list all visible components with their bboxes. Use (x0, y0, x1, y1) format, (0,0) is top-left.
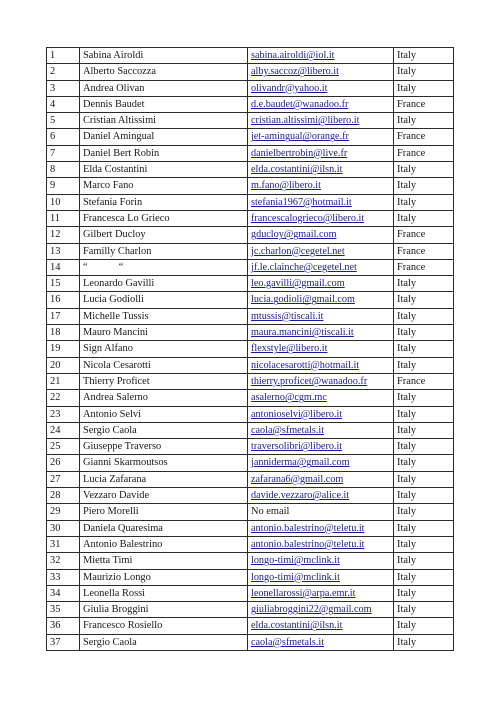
contact-name-cell: Cristian Altissimi (80, 113, 248, 129)
email-link[interactable]: leonellarossi@arpa.emr.it (251, 587, 356, 599)
table-row (47, 96, 454, 112)
table-row (47, 618, 454, 634)
table-row (47, 145, 454, 161)
row-number-cell: 23 (47, 406, 80, 422)
table-row (47, 422, 454, 438)
table-row (47, 113, 454, 129)
email-link[interactable]: elda.costantini@ilsn.it (251, 164, 343, 176)
email-link[interactable]: jc.charlon@cegetel.net (251, 245, 345, 257)
email-link[interactable]: caola@sfmetals.it (251, 424, 325, 436)
contact-name-cell: Antonio Selvi (80, 406, 248, 422)
email-link[interactable]: thierry.proficet@wanadoo.fr (251, 375, 368, 387)
contacts-table-body (47, 48, 454, 651)
table-row (47, 259, 454, 275)
email-cell (248, 439, 394, 455)
country-cell: France (394, 96, 454, 112)
row-number-cell: 11 (47, 210, 80, 226)
email-link[interactable]: antonioselvi@libero.it (251, 408, 343, 420)
row-number-cell: 2 (47, 64, 80, 80)
row-number-cell: 18 (47, 325, 80, 341)
contact-name-cell: Thierry Proficet (80, 373, 248, 389)
country-cell: France (394, 227, 454, 243)
email-link[interactable]: asalerno@cgm.mc (251, 392, 327, 404)
contact-name-cell: Gilbert Ducloy (80, 227, 248, 243)
table-row (47, 455, 454, 471)
email-cell (248, 194, 394, 210)
email-link[interactable]: zafarana6@gmail.com (251, 473, 344, 485)
country-cell: France (394, 259, 454, 275)
email-cell (248, 292, 394, 308)
country-cell: Italy (394, 292, 454, 308)
contact-name-cell: Leonardo Gavilli (80, 276, 248, 292)
contact-name-cell: Daniel Amingual (80, 129, 248, 145)
table-row (47, 325, 454, 341)
contacts-table (46, 47, 454, 651)
country-cell: Italy (394, 439, 454, 455)
country-cell: Italy (394, 308, 454, 324)
row-number-cell: 26 (47, 455, 80, 471)
row-number-cell: 14 (47, 259, 80, 275)
email-cell (248, 634, 394, 650)
contact-name-cell: Marco Fano (80, 178, 248, 194)
email-cell (248, 210, 394, 226)
email-cell (248, 553, 394, 569)
contact-name-cell: Mietta Timi (80, 553, 248, 569)
row-number-cell: 28 (47, 488, 80, 504)
row-number-cell: 17 (47, 308, 80, 324)
row-number-cell: 30 (47, 520, 80, 536)
contact-name-cell: Sergio Caola (80, 422, 248, 438)
email-link[interactable]: lucia.godioli@gmail.com (251, 294, 355, 306)
table-row (47, 357, 454, 373)
email-link[interactable]: flexstyle@libero.it (251, 343, 328, 355)
country-cell: Italy (394, 276, 454, 292)
email-cell (248, 64, 394, 80)
country-cell: Italy (394, 520, 454, 536)
table-row (47, 48, 454, 64)
table-row (47, 373, 454, 389)
table-row (47, 308, 454, 324)
email-link[interactable]: traversolibri@libero.it (251, 441, 343, 453)
email-cell (248, 488, 394, 504)
table-row (47, 292, 454, 308)
email-text: No email (251, 506, 290, 518)
table-row (47, 129, 454, 145)
row-number-cell: 12 (47, 227, 80, 243)
table-row (47, 536, 454, 552)
contact-name-cell: Alberto Saccozza (80, 64, 248, 80)
contact-name-cell: Giulia Broggini (80, 602, 248, 618)
row-number-cell: 34 (47, 585, 80, 601)
document-page (46, 47, 453, 651)
email-cell (248, 145, 394, 161)
row-number-cell: 33 (47, 569, 80, 585)
email-cell (248, 455, 394, 471)
table-row (47, 178, 454, 194)
table-row (47, 390, 454, 406)
row-number-cell: 20 (47, 357, 80, 373)
table-row (47, 210, 454, 226)
row-number-cell: 9 (47, 178, 80, 194)
email-cell (248, 178, 394, 194)
country-cell: Italy (394, 48, 454, 64)
country-cell: Italy (394, 569, 454, 585)
row-number-cell: 29 (47, 504, 80, 520)
email-cell (248, 259, 394, 275)
email-link[interactable]: mtussis@tiscali.it (251, 310, 324, 322)
country-cell: Italy (394, 422, 454, 438)
email-link[interactable]: alby.saccoz@libero.it (251, 66, 339, 78)
email-cell (248, 536, 394, 552)
contact-name-cell: Elda Costantini (80, 162, 248, 178)
table-row (47, 569, 454, 585)
contact-name-cell: Vezzaro Davide (80, 488, 248, 504)
email-cell (248, 162, 394, 178)
contact-name-cell: Michelle Tussis (80, 308, 248, 324)
table-row (47, 64, 454, 80)
country-cell: Italy (394, 210, 454, 226)
country-cell: Italy (394, 553, 454, 569)
table-row (47, 194, 454, 210)
contact-name-cell: Francesca Lo Grieco (80, 210, 248, 226)
contact-name-cell: Daniela Quaresima (80, 520, 248, 536)
country-cell: Italy (394, 634, 454, 650)
email-cell (248, 504, 394, 520)
country-cell: Italy (394, 162, 454, 178)
contact-name-cell: Piero Morelli (80, 504, 248, 520)
email-cell (248, 390, 394, 406)
table-row (47, 553, 454, 569)
contact-name-cell: Sergio Caola (80, 634, 248, 650)
table-row (47, 276, 454, 292)
row-number-cell: 15 (47, 276, 80, 292)
email-cell (248, 618, 394, 634)
table-row (47, 406, 454, 422)
contact-name-cell: Nicola Cesarotti (80, 357, 248, 373)
email-link[interactable]: jf.le.clainche@cegetel.net (251, 261, 357, 273)
table-row (47, 439, 454, 455)
row-number-cell: 24 (47, 422, 80, 438)
email-link[interactable]: antonio.balestrino@teletu.it (251, 538, 365, 550)
email-link[interactable]: elda.costantini@ilsn.it (251, 620, 343, 632)
email-cell (248, 422, 394, 438)
table-row (47, 602, 454, 618)
contact-name-cell: Dennis Baudet (80, 96, 248, 112)
country-cell: France (394, 243, 454, 259)
email-cell (248, 276, 394, 292)
email-cell (248, 357, 394, 373)
table-row (47, 80, 454, 96)
email-cell (248, 96, 394, 112)
country-cell: France (394, 145, 454, 161)
contact-name-cell: Sabina Airoldi (80, 48, 248, 64)
email-link[interactable]: nicolacesarotti@hotmail.it (251, 359, 360, 371)
email-cell (248, 471, 394, 487)
country-cell: Italy (394, 536, 454, 552)
contact-name-cell: “ “ (80, 259, 248, 275)
email-cell (248, 325, 394, 341)
country-cell: Italy (394, 618, 454, 634)
table-row (47, 520, 454, 536)
table-row (47, 585, 454, 601)
row-number-cell: 31 (47, 536, 80, 552)
email-link[interactable]: stefania1967@hotmail.it (251, 196, 352, 208)
contact-name-cell: Andrea Salerno (80, 390, 248, 406)
email-cell (248, 406, 394, 422)
email-link[interactable]: maura.mancini@tiscali.it (251, 327, 354, 339)
country-cell: Italy (394, 357, 454, 373)
contact-name-cell: Andrea Olivan (80, 80, 248, 96)
email-cell (248, 585, 394, 601)
table-row (47, 471, 454, 487)
table-row (47, 504, 454, 520)
email-link[interactable]: d.e.baudet@wanadoo.fr (251, 98, 349, 110)
country-cell: Italy (394, 406, 454, 422)
email-link[interactable]: antonio.balestrino@teletu.it (251, 522, 365, 534)
row-number-cell: 32 (47, 553, 80, 569)
contact-name-cell: Sign Alfano (80, 341, 248, 357)
email-cell (248, 48, 394, 64)
contact-name-cell: Lucia Godiolli (80, 292, 248, 308)
email-link[interactable]: longo-timi@mclink.it (251, 571, 340, 583)
email-link[interactable]: caola@sfmetals.it (251, 636, 325, 648)
row-number-cell: 27 (47, 471, 80, 487)
row-number-cell: 22 (47, 390, 80, 406)
email-link[interactable]: olivandr@yahoo.it (251, 82, 328, 94)
email-link[interactable]: danielbertrobin@live.fr (251, 147, 348, 159)
email-link[interactable]: cristian.altissimi@libero.it (251, 115, 360, 127)
row-number-cell: 3 (47, 80, 80, 96)
country-cell: Italy (394, 113, 454, 129)
contact-name-cell: Familly Charlon (80, 243, 248, 259)
contact-name-cell: Giuseppe Traverso (80, 439, 248, 455)
country-cell: Italy (394, 325, 454, 341)
email-link[interactable]: jet-amingual@orange.fr (251, 131, 349, 143)
email-link[interactable]: gducloy@gmail.com (251, 229, 337, 241)
table-row (47, 488, 454, 504)
email-cell (248, 243, 394, 259)
row-number-cell: 1 (47, 48, 80, 64)
table-row (47, 341, 454, 357)
contact-name-cell: Daniel Bert Robin (80, 145, 248, 161)
row-number-cell: 36 (47, 618, 80, 634)
contact-name-cell: Stefania Forin (80, 194, 248, 210)
contact-name-cell: Mauro Mancini (80, 325, 248, 341)
country-cell: Italy (394, 504, 454, 520)
row-number-cell: 35 (47, 602, 80, 618)
country-cell: France (394, 129, 454, 145)
row-number-cell: 13 (47, 243, 80, 259)
email-cell (248, 341, 394, 357)
contact-name-cell: Gianni Skarmoutsos (80, 455, 248, 471)
table-row (47, 162, 454, 178)
country-cell: Italy (394, 455, 454, 471)
email-cell (248, 113, 394, 129)
country-cell: Italy (394, 178, 454, 194)
country-cell: Italy (394, 341, 454, 357)
table-row (47, 243, 454, 259)
row-number-cell: 7 (47, 145, 80, 161)
country-cell: Italy (394, 64, 454, 80)
country-cell: Italy (394, 390, 454, 406)
email-cell (248, 569, 394, 585)
country-cell: Italy (394, 194, 454, 210)
contact-name-cell: Maurizio Longo (80, 569, 248, 585)
email-link[interactable]: janniderma@gmail.com (251, 457, 350, 469)
contact-name-cell: Antonio Balestrino (80, 536, 248, 552)
row-number-cell: 37 (47, 634, 80, 650)
row-number-cell: 25 (47, 439, 80, 455)
row-number-cell: 5 (47, 113, 80, 129)
email-link[interactable]: davide.vezzaro@alice.it (251, 490, 350, 502)
row-number-cell: 21 (47, 373, 80, 389)
country-cell: Italy (394, 602, 454, 618)
row-number-cell: 19 (47, 341, 80, 357)
row-number-cell: 8 (47, 162, 80, 178)
contact-name-cell: Leonella Rossi (80, 585, 248, 601)
email-cell (248, 373, 394, 389)
email-cell (248, 602, 394, 618)
row-number-cell: 4 (47, 96, 80, 112)
email-link[interactable]: sabina.airoldi@iol.it (251, 50, 335, 61)
email-link[interactable]: m.fano@libero.it (251, 180, 321, 192)
email-cell (248, 129, 394, 145)
email-link[interactable]: leo.gavilli@gmail.com (251, 278, 345, 290)
email-link[interactable]: longo-timi@mclink.it (251, 555, 340, 567)
country-cell: Italy (394, 488, 454, 504)
row-number-cell: 16 (47, 292, 80, 308)
table-row (47, 634, 454, 650)
email-link[interactable]: giuliabroggini22@gmail.com (251, 604, 372, 616)
row-number-cell: 10 (47, 194, 80, 210)
table-row (47, 227, 454, 243)
contact-name-cell: Francesco Rosiello (80, 618, 248, 634)
country-cell: Italy (394, 80, 454, 96)
email-cell (248, 308, 394, 324)
email-link[interactable]: francescalogrieco@libero.it (251, 212, 365, 224)
country-cell: France (394, 373, 454, 389)
country-cell: Italy (394, 471, 454, 487)
email-cell (248, 80, 394, 96)
email-cell (248, 520, 394, 536)
row-number-cell: 6 (47, 129, 80, 145)
country-cell: Italy (394, 585, 454, 601)
contact-name-cell: Lucia Zafarana (80, 471, 248, 487)
email-cell (248, 227, 394, 243)
